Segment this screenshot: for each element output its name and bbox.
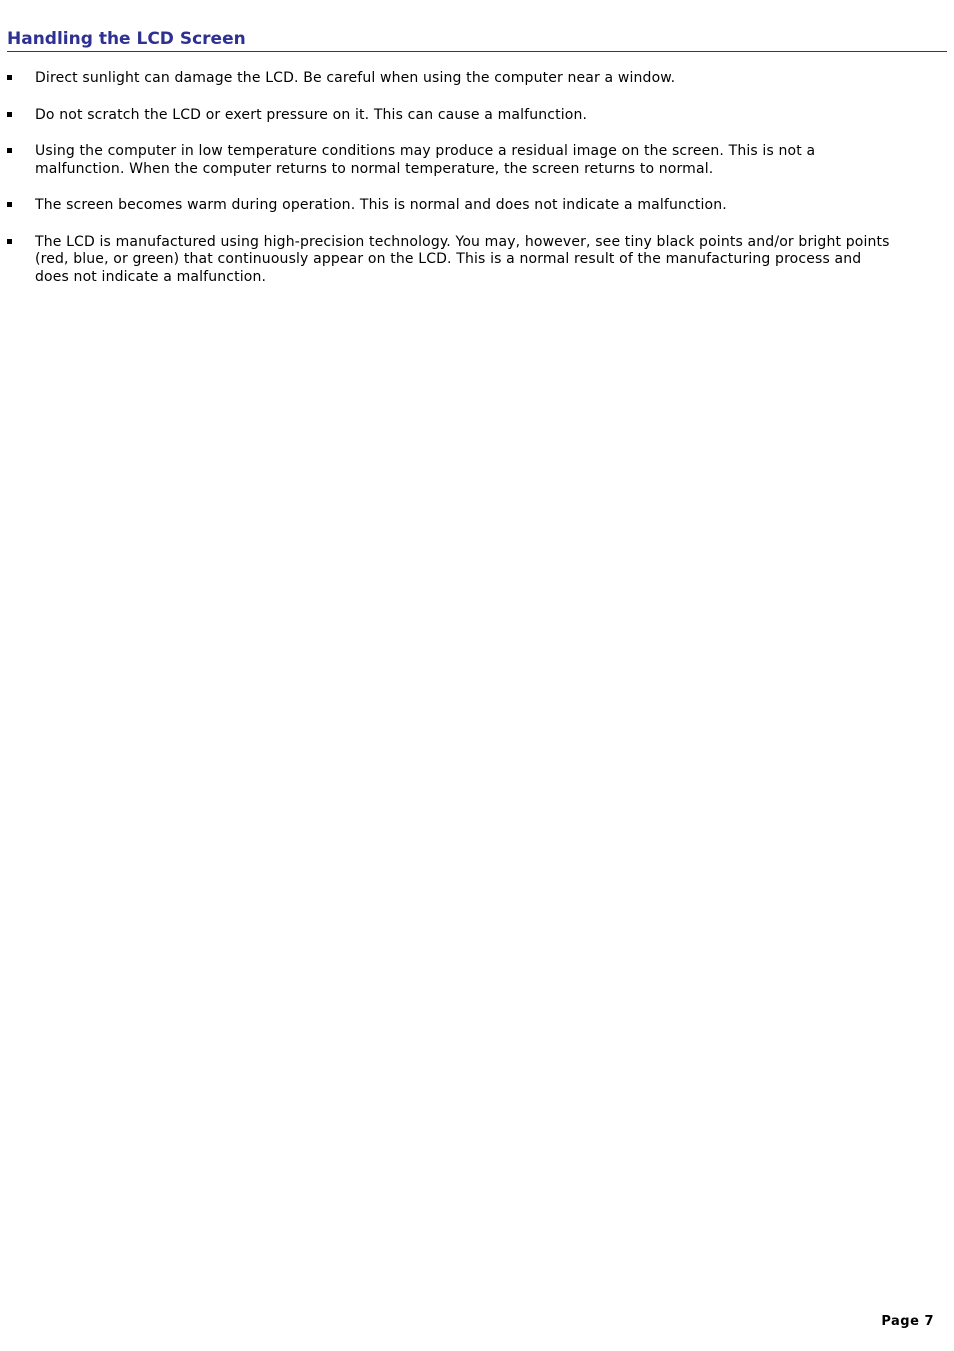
list-item xyxy=(0,234,954,287)
list-item-text: Using the computer in low temperature conditions may produce a residual image on the screen. This is not a malfunction. When the computer returns to normal temperature, the screen returns to normal. xyxy=(35,143,816,177)
page-title: Handling the LCD Screen xyxy=(7,29,947,52)
square-bullet-icon xyxy=(7,148,12,153)
square-bullet-icon xyxy=(7,202,12,207)
square-bullet-icon xyxy=(7,112,12,117)
list-item xyxy=(0,70,954,88)
square-bullet-icon xyxy=(7,75,12,80)
list-item xyxy=(0,197,954,215)
list-item-text: The LCD is manufactured using high-precision technology. You may, however, see tiny black points and/or bright points (red, blue, or green) that continuously appear on the LCD. This is a normal result of the manufacturing process and does not indicate a malfunction. xyxy=(35,233,890,285)
square-bullet-icon xyxy=(7,239,12,244)
page-number: Page 7 xyxy=(881,1314,934,1329)
list-item-text: Do not scratch the LCD or exert pressure on it. This can cause a malfunction. xyxy=(35,106,588,123)
list-item-text: Direct sunlight can damage the LCD. Be careful when using the computer near a window. xyxy=(35,70,676,86)
list-item-text: The screen becomes warm during operation. This is normal and does not indicate a malfunction. xyxy=(35,197,727,213)
list-item xyxy=(0,143,954,178)
list-item xyxy=(0,107,954,125)
bullet-list xyxy=(0,70,954,305)
